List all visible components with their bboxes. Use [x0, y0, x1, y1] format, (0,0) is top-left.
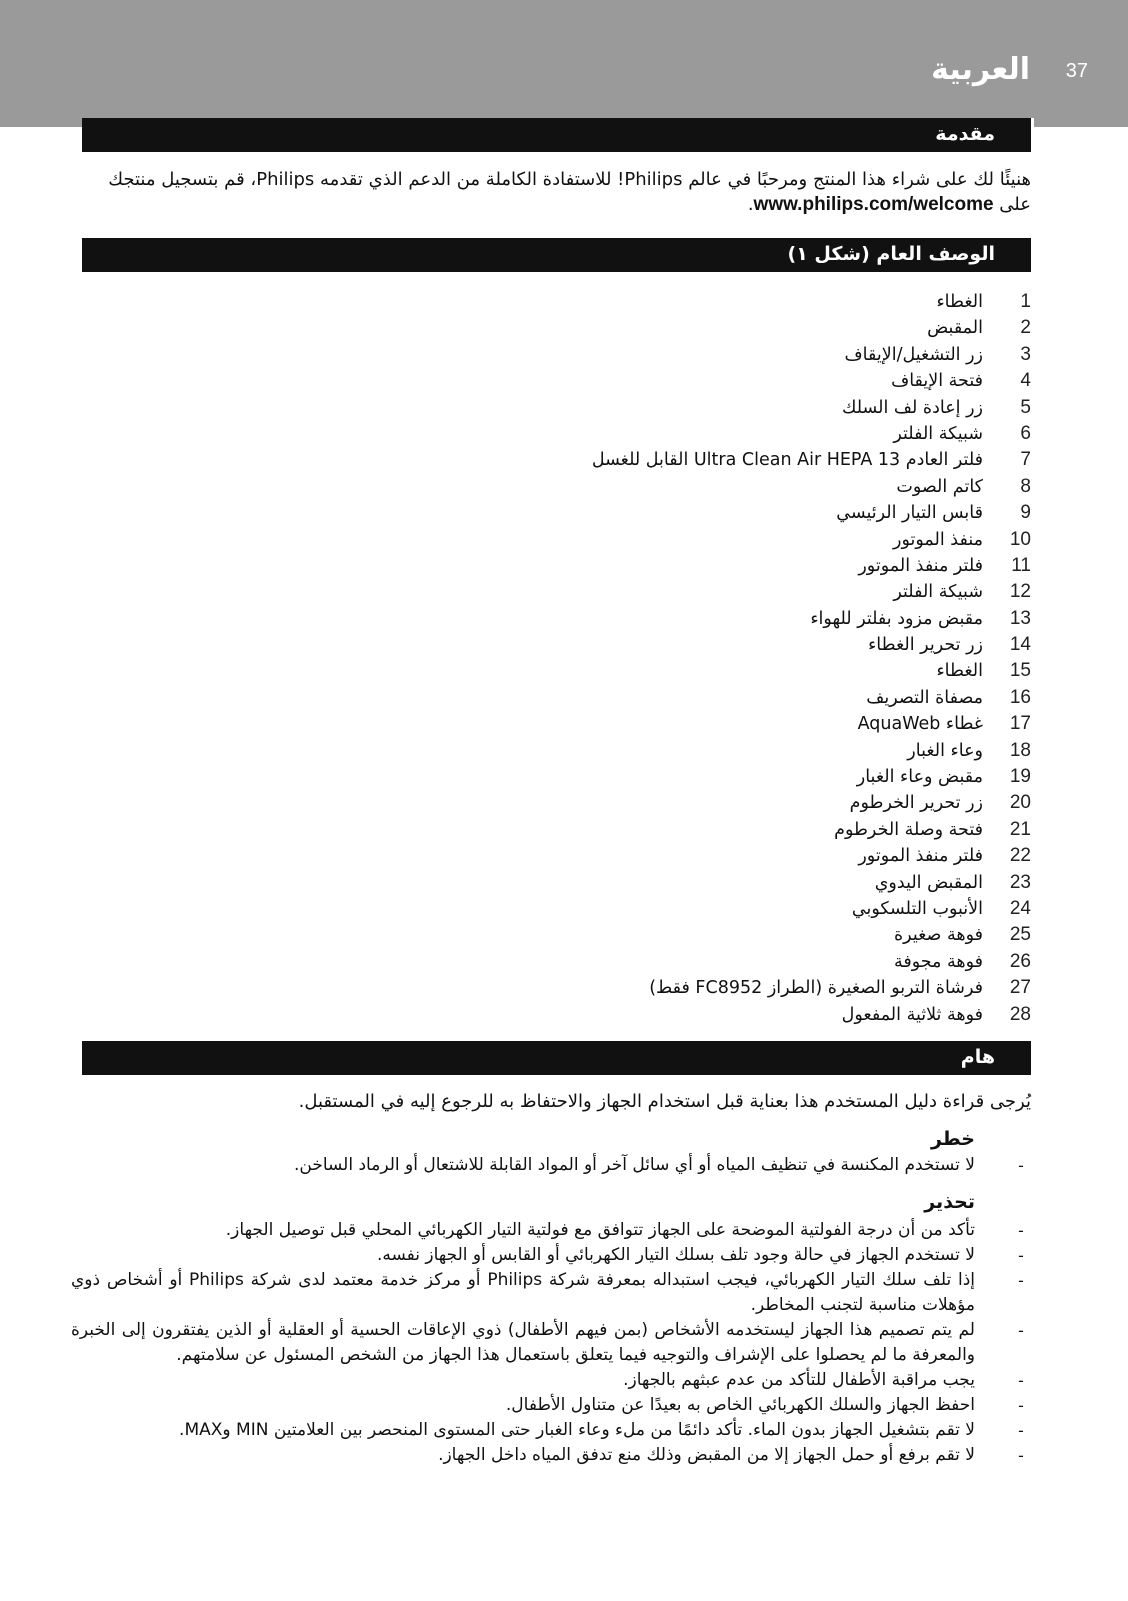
bullet-dash: -: [1018, 1421, 1024, 1440]
part-label: فلتر منفذ الموتور: [858, 555, 983, 576]
bullet-text: احفظ الجهاز والسلك الكهربائي الخاص به بعيدًا عن متناول الأطفال.: [505, 1395, 975, 1415]
part-label: المقبض: [927, 318, 983, 339]
part-item: [71, 527, 1031, 553]
part-label: قابس التيار الرئيسي: [836, 503, 983, 524]
part-number: 10: [1009, 528, 1031, 550]
bullet-text: تأكد من أن درجة الفولتية الموضحة على الجهاز تتوافق مع فولتية التيار الكهربائي المحلي قبل توصيل الجهاز.: [225, 1220, 975, 1240]
bullet-dash: -: [1018, 1156, 1024, 1175]
part-number: 15: [1009, 660, 1031, 682]
intro-text: هنيئًا لك على شراء هذا المنتج ومرحبًا في عالم Philips! للاستفادة الكاملة من الدعم الذي تقدمه Philips، قم بتسجيل منتجك على: [108, 169, 1031, 215]
bullet-item: [71, 1243, 1031, 1268]
part-number: 21: [1009, 818, 1031, 840]
page-number: 37: [1065, 60, 1088, 82]
part-item: [71, 553, 1031, 579]
part-label: فوهة ثلاثية المفعول: [841, 1004, 983, 1025]
part-number: 28: [1009, 1003, 1031, 1025]
bullet-item: [71, 1268, 1031, 1318]
part-label: فتحة وصلة الخرطوم: [834, 819, 983, 840]
part-number: 5: [1020, 396, 1031, 418]
part-number: 19: [1009, 766, 1031, 788]
part-label: زر التشغيل/الإيقاف: [844, 344, 983, 365]
part-number: 11: [1011, 554, 1031, 576]
bullet-dash: -: [1018, 1221, 1024, 1240]
part-label: كاتم الصوت: [896, 476, 983, 497]
section-bar-intro: [82, 118, 1031, 154]
part-item: [71, 500, 1031, 526]
part-item: [71, 711, 1031, 737]
section-title-intro: مقدمة: [935, 123, 995, 145]
bullet-item: [71, 1393, 1031, 1418]
section-title-important: هام: [960, 1046, 995, 1068]
part-item: [71, 1002, 1031, 1028]
part-label: شبيكة الفلتر: [893, 423, 983, 444]
part-number: 16: [1009, 686, 1031, 708]
parts-list: [71, 289, 1031, 1028]
part-item: [71, 632, 1031, 658]
bullet-text: يجب مراقبة الأطفال للتأكد من عدم عبثهم بالجهاز.: [623, 1370, 975, 1390]
part-label: الغطاء: [936, 292, 983, 312]
part-item: [71, 421, 1031, 447]
part-label: شبيكة الفلتر: [893, 582, 983, 603]
bullet-text: لا تقم برفع أو حمل الجهاز إلا من المقبض وذلك منع تدفق المياه داخل الجهاز.: [438, 1445, 975, 1465]
part-label: فوهة صغيرة: [894, 925, 983, 946]
bullet-item: [71, 1418, 1031, 1443]
part-number: 14: [1009, 634, 1031, 656]
intro-end: .: [747, 194, 754, 215]
part-number: 22: [1009, 845, 1031, 867]
part-label: الأنبوب التلسكوبي: [851, 898, 983, 919]
part-item: [71, 975, 1031, 1001]
part-number: 8: [1020, 475, 1031, 497]
important-intro: يُرجى قراءة دليل المستخدم هذا بعناية قبل استخدام الجهاز والاحتفاظ به للرجوع إليه في المستقبل.: [298, 1091, 1031, 1112]
part-label: فوهة مجوفة: [893, 951, 983, 972]
part-label: زر إعادة لف السلك: [842, 397, 983, 418]
part-number: 17: [1009, 713, 1031, 735]
part-item: [71, 289, 1031, 315]
bullet-text: لا تستخدم المكنسة في تنظيف المياه أو أي سائل آخر أو المواد القابلة للاشتعال أو الرماد الساخن.: [293, 1155, 975, 1175]
part-item: [71, 447, 1031, 473]
section-bar-important: [82, 1041, 1031, 1077]
part-label: فرشاة التربو الصغيرة (الطراز FC8952 فقط): [649, 978, 983, 999]
part-number: 13: [1009, 607, 1031, 629]
part-item: [71, 870, 1031, 896]
part-number: 20: [1009, 792, 1031, 814]
section-title-description: الوصف العام (شكل ١): [787, 243, 995, 265]
part-item: [71, 685, 1031, 711]
part-label: فلتر منفذ الموتور: [858, 846, 983, 867]
part-label: مقبض وعاء الغبار: [856, 767, 983, 788]
part-label: فتحة الإيقاف: [891, 371, 983, 392]
part-label: فلتر العادم Ultra Clean Air HEPA 13 القابل للغسل: [591, 450, 983, 471]
intro-paragraph: [71, 167, 1031, 217]
part-item: [71, 606, 1031, 632]
bullet-text: لا تستخدم الجهاز في حالة وجود تلف بسلك التيار الكهربائي أو القابس أو الجهاز نفسه.: [377, 1245, 975, 1265]
part-number: 18: [1009, 739, 1031, 761]
bullet-dash: -: [1018, 1396, 1024, 1415]
bullet-item: [71, 1218, 1031, 1243]
section-bar-description: [82, 238, 1031, 274]
danger-list: [71, 1153, 1031, 1178]
part-number: 1: [1020, 291, 1031, 312]
part-item: [71, 658, 1031, 684]
part-number: 6: [1020, 422, 1031, 444]
warning-list: [71, 1218, 1031, 1468]
part-number: 26: [1009, 950, 1031, 972]
bullet-item: [71, 1368, 1031, 1393]
part-item: [71, 790, 1031, 816]
part-item: [71, 738, 1031, 764]
part-item: [71, 949, 1031, 975]
part-label: وعاء الغبار: [907, 740, 983, 761]
bullet-item: [71, 1318, 1031, 1368]
bullet-item: [71, 1443, 1031, 1468]
part-item: [71, 896, 1031, 922]
part-item: [71, 368, 1031, 394]
part-label: زر تحرير الخرطوم: [849, 793, 983, 814]
page-header: [0, 0, 1128, 127]
part-item: [71, 922, 1031, 948]
bullet-text: لا تقم بتشغيل الجهاز بدون الماء. تأكد دائمًا من ملء وعاء الغبار حتى المستوى المنحصر بين العلامتين MIN وMAX.: [179, 1420, 975, 1440]
part-label: مصفاة التصريف: [866, 687, 983, 708]
bullet-dash: -: [1018, 1246, 1024, 1265]
part-item: [71, 843, 1031, 869]
part-label: المقبض اليدوي: [874, 872, 983, 893]
part-label: مقبض مزود بفلتر للهواء: [810, 608, 983, 629]
part-item: [71, 315, 1031, 341]
welcome-url[interactable]: www.philips.com/welcome: [753, 194, 994, 215]
part-number: 25: [1009, 924, 1031, 946]
part-number: 7: [1020, 449, 1031, 471]
part-label: الغطاء: [936, 661, 983, 682]
part-number: 4: [1020, 370, 1031, 392]
part-number: 27: [1009, 977, 1031, 999]
part-item: [71, 342, 1031, 368]
part-label: منفذ الموتور: [893, 529, 983, 550]
danger-heading: خطر: [930, 1128, 975, 1150]
part-item: [71, 395, 1031, 421]
part-item: [71, 579, 1031, 605]
warning-heading: تحذير: [924, 1191, 975, 1213]
bullet-dash: -: [1018, 1371, 1024, 1390]
part-item: [71, 817, 1031, 843]
part-number: 3: [1020, 343, 1031, 365]
part-number: 2: [1020, 317, 1031, 339]
bullet-dash: -: [1018, 1321, 1024, 1340]
part-number: 24: [1009, 897, 1031, 919]
bullet-text: إذا تلف سلك التيار الكهربائي، فيجب استبداله بمعرفة شركة Philips أو مركز خدمة معتمد لدى شركة Philips أو أشخاص ذوي مؤهلات مناسبة لتجنب المخاطر.: [71, 1270, 975, 1315]
language-title: العربية: [931, 52, 1030, 87]
part-label: زر تحرير الغطاء: [868, 635, 983, 656]
part-number: 9: [1020, 502, 1031, 524]
bullet-dash: -: [1018, 1271, 1024, 1290]
bullet-text: لم يتم تصميم هذا الجهاز ليستخدمه الأشخاص (بمن فيهم الأطفال) ذوي الإعاقات الحسية أو العقلية أو الذين يفتقرون إلى الخبرة والمعرفة ما لم يحصلوا على الإشراف والتوجيه فيما يتعلق باستعمال هذا الجهاز من الشخص المسئول عن سلامتهم.: [71, 1320, 975, 1365]
bullet-item: [71, 1153, 1031, 1178]
part-item: [71, 474, 1031, 500]
part-item: [71, 764, 1031, 790]
part-label: غطاء AquaWeb: [857, 714, 983, 735]
bullet-dash: -: [1018, 1446, 1024, 1465]
part-number: 12: [1009, 581, 1031, 603]
part-number: 23: [1009, 871, 1031, 893]
